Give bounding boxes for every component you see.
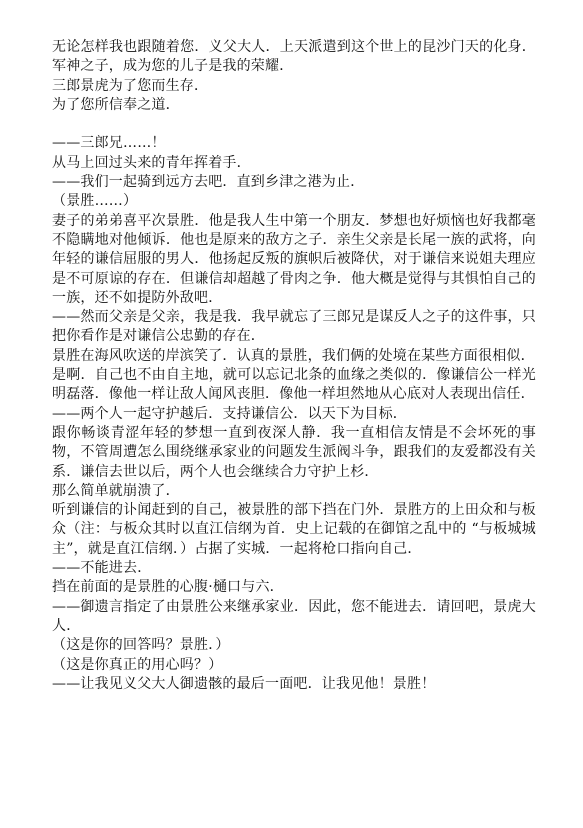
paragraph-21: （这是你真正的用心吗？） [52, 656, 223, 673]
paragraph-22: ——让我见义父大人御遗骸的最后一面吧．让我见他！景胜！ [52, 675, 436, 692]
paragraph-3: 为了您所信奉之道． [52, 96, 180, 113]
paragraph-10: ——然而父亲是父亲，我是我．我早就忘了三郎兄是谋反人之子的这件事，只把你看作是对谦信公忠勤的存在． [52, 309, 536, 345]
paragraph-14: 跟你畅谈青涩年轻的梦想一直到夜深人静．我一直相信友情是不会坏死的事物，不管周遭怎么围绕继承家业的问题发生派阀斗争，跟我们的友爱都没有关系．谦信去世以后，两个人也会继续合力守护上杉． [52, 424, 536, 480]
paragraph-12: 是啊．自己也不由自主地，就可以忘记北条的血缘之类似的．像谦信公一样光明磊落．像他一样让敌人闻风丧胆．像他一样坦然地从心底对人表现出信任． [52, 367, 536, 403]
paragraph-8: （景胜……） [52, 193, 138, 210]
paragraph-15: 那么简单就崩溃了． [52, 482, 180, 499]
document-body [52, 38, 536, 694]
paragraph-7: ——我们一起骑到远方去吧．直到乡津之港为止． [52, 174, 365, 191]
paragraph-2: 三郎景虎为了您而生存． [52, 77, 209, 94]
paragraph-5: ——三郎兄……！ [52, 135, 166, 152]
paragraph-19: ——御遗言指定了由景胜公来继承家业．因此，您不能进去．请回吧，景虎大人． [52, 598, 536, 634]
paragraph-6: 从马上回过头来的青年挥着手． [52, 154, 251, 171]
paragraph-20: （这是你的回答吗？景胜．） [52, 637, 230, 654]
paragraph-13: ——两个人一起守护越后．支持谦信公．以天下为目标． [52, 405, 407, 422]
paragraph-18: 挡在前面的是景胜的心腹·樋口与六． [52, 579, 284, 596]
paragraph-17: ——不能进去． [52, 560, 152, 577]
blank-line [52, 115, 536, 134]
paragraph-9: 妻子的弟弟喜平次景胜．他是我人生中第一个朋友．梦想也好烦恼也好我都毫不隐瞒地对他倾诉．他也是原来的敌方之子．亲生父亲是长尾一族的武将，向年轻的谦信屈服的男人．他扬起反叛的旗帜后被降伏，对于谦信来说姐夫理应是不可原谅的存在．但谦信却超越了骨肉之争．他大概是觉得与其惧怕自己的一族，还不如提防外敌吧． [52, 212, 536, 306]
paragraph-16: 听到谦信的讣闻赶到的自己，被景胜的部下挡在门外．景胜方的上田众和与板众（注：与板众其时以直江信纲为首．史上记载的在御馆之乱中的 “与板城城主”，就是直江信纲．）占据了实城．一起将枪口指向自己． [52, 502, 536, 557]
paragraph-11: 景胜在海风吹送的岸滨笑了．认真的景胜，我们俩的处境在某些方面很相似． [52, 347, 535, 364]
paragraph-1: 无论怎样我也跟随着您．义父大人．上天派遣到这个世上的昆沙门天的化身．军神之子，成为您的儿子是我的荣耀． [52, 39, 536, 75]
